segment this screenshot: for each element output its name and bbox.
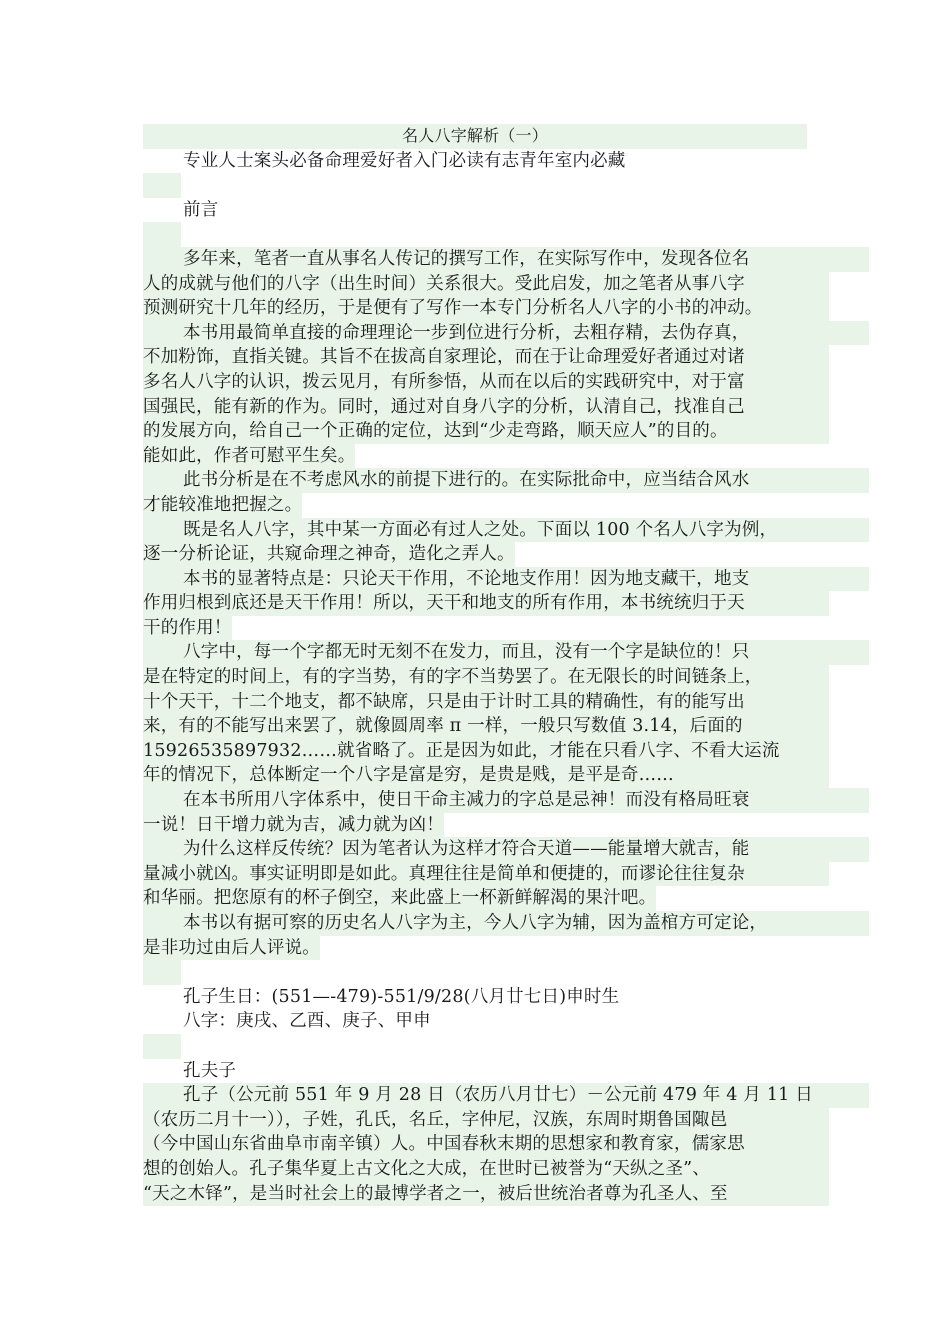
person-heading: 孔夫子: [183, 1060, 237, 1081]
paragraph-line: 多年来，笔者一直从事名人传记的撰写工作，在实际写作中，发现各位名: [143, 247, 869, 272]
birth-date-line: 孔子生日：(551—-479)-551/9/28(八月廿七日)申时生: [183, 986, 620, 1007]
paragraph-line: 能如此，作者可慰平生矣。: [143, 444, 833, 469]
document-body: [143, 124, 833, 1206]
paragraph-line: 逐一分析论证，共窥命理之神奇，造化之弄人。: [143, 542, 833, 567]
paragraph-line: 人的成就与他们的八字（出生时间）关系很大。受此启发，加之笔者从事八字: [143, 272, 829, 297]
paragraph-line: 的发展方向，给自己一个正确的定位，达到“少走弯路，顺天应人”的目的。: [143, 419, 829, 444]
paragraph-line: 既是名人八字，其中某一方面必有过人之处。下面以 100 个名人八字为例，: [143, 518, 869, 543]
document-subtitle: 专业人士案头必备命理爱好者入门必读有志青年室内必藏: [183, 150, 626, 171]
document-title: 名人八字解析（一）: [143, 124, 807, 149]
blank-line: [143, 960, 833, 985]
paragraph-line: 作用归根到底还是天干作用！所以，天干和地支的所有作用，本书统统归于天: [143, 591, 829, 616]
paragraph-line: 预测研究十几年的经历，于是便有了写作一本专门分析名人八字的小书的冲动。: [143, 296, 829, 321]
paragraph-line: 多名人八字的认识，拨云见月，有所参悟，从而在以后的实践研究中，对于富: [143, 370, 829, 395]
paragraph-line: 孔子（公元前 551 年 9 月 28 日（农历八月廿七）－公元前 479 年 4 月 11 日: [143, 1083, 869, 1108]
paragraph-line: 干的作用！: [143, 616, 833, 641]
paragraph-line: 本书用最简单直接的命理理论一步到位进行分析，去粗存精，去伪存真，: [143, 321, 869, 346]
paragraph-line: 本书以有据可察的历史名人八字为主，今人八字为辅，因为盖棺方可定论，: [143, 911, 869, 936]
paragraph-line: 量减小就凶。事实证明即是如此。真理往往是简单和便捷的，而谬论往往复杂: [143, 862, 829, 887]
paragraph-line: 在本书所用八字体系中，使日干命主减力的字总是忌神！而没有格局旺衰: [143, 788, 869, 813]
paragraph-line: 年的情况下，总体断定一个八字是富是穷，是贵是贱，是平是奇……: [143, 763, 829, 788]
paragraph-line: 本书的显著特点是：只论天干作用，不论地支作用！因为地支藏干，地支: [143, 567, 869, 592]
paragraph-line: 是非功过由后人评说。: [143, 936, 833, 961]
paragraph-line: 国强民，能有新的作为。同时，通过对自身八字的分析，认清自己，找准自己: [143, 395, 829, 420]
preface-heading: 前言: [183, 199, 219, 220]
paragraph-line: 15926535897932……就省略了。正是因为如此，才能在只看八字、不看大运流: [143, 739, 829, 764]
preface-section: [143, 247, 833, 960]
paragraph-line: 为什么这样反传统？因为笔者认为这样才符合天道——能量增大就吉，能: [143, 837, 869, 862]
paragraph-line: 一说！日干增力就为吉，减力就为凶！: [143, 813, 833, 838]
blank-line: [143, 222, 833, 247]
paragraph-line: 不加粉饰，直指关键。其旨不在拔高自家理论，而在于让命理爱好者通过对诸: [143, 345, 829, 370]
paragraph-line: 此书分析是在不考虑风水的前提下进行的。在实际批命中，应当结合风水: [143, 468, 869, 493]
biography-section: [143, 1083, 833, 1206]
bazi-line: 八字：庚戌、乙酉、庚子、甲申: [183, 1011, 431, 1032]
paragraph-line: 十个天干，十二个地支，都不缺席，只是由于计时工具的精确性，有的能写出: [143, 690, 829, 715]
paragraph-line: 是在特定的时间上，有的字当势，有的字不当势罢了。在无限长的时间链条上，: [143, 665, 829, 690]
blank-line: [143, 173, 833, 198]
paragraph-line: 才能较准地把握之。: [143, 493, 833, 518]
blank-line: [143, 1034, 833, 1059]
paragraph-line: “天之木铎”，是当时社会上的最博学者之一，被后世统治者尊为孔圣人、至: [143, 1182, 829, 1207]
paragraph-line: （今中国山东省曲阜市南辛镇）人。中国春秋末期的思想家和教育家，儒家思: [143, 1132, 829, 1157]
paragraph-line: 八字中，每一个字都无时无刻不在发力，而且，没有一个字是缺位的！只: [143, 640, 869, 665]
paragraph-line: 和华丽。把您原有的杯子倒空，来此盛上一杯新鲜解渴的果汁吧。: [143, 886, 833, 911]
paragraph-line: 想的创始人。孔子集华夏上古文化之大成，在世时已被誉为“天纵之圣”、: [143, 1157, 829, 1182]
paragraph-line: （农历二月十一）），子姓，孔氏，名丘，字仲尼，汉族，东周时期鲁国陬邑: [143, 1108, 829, 1133]
paragraph-line: 来，有的不能写出来罢了，就像圆周率 π 一样，一般只写数值 3.14，后面的: [143, 714, 829, 739]
